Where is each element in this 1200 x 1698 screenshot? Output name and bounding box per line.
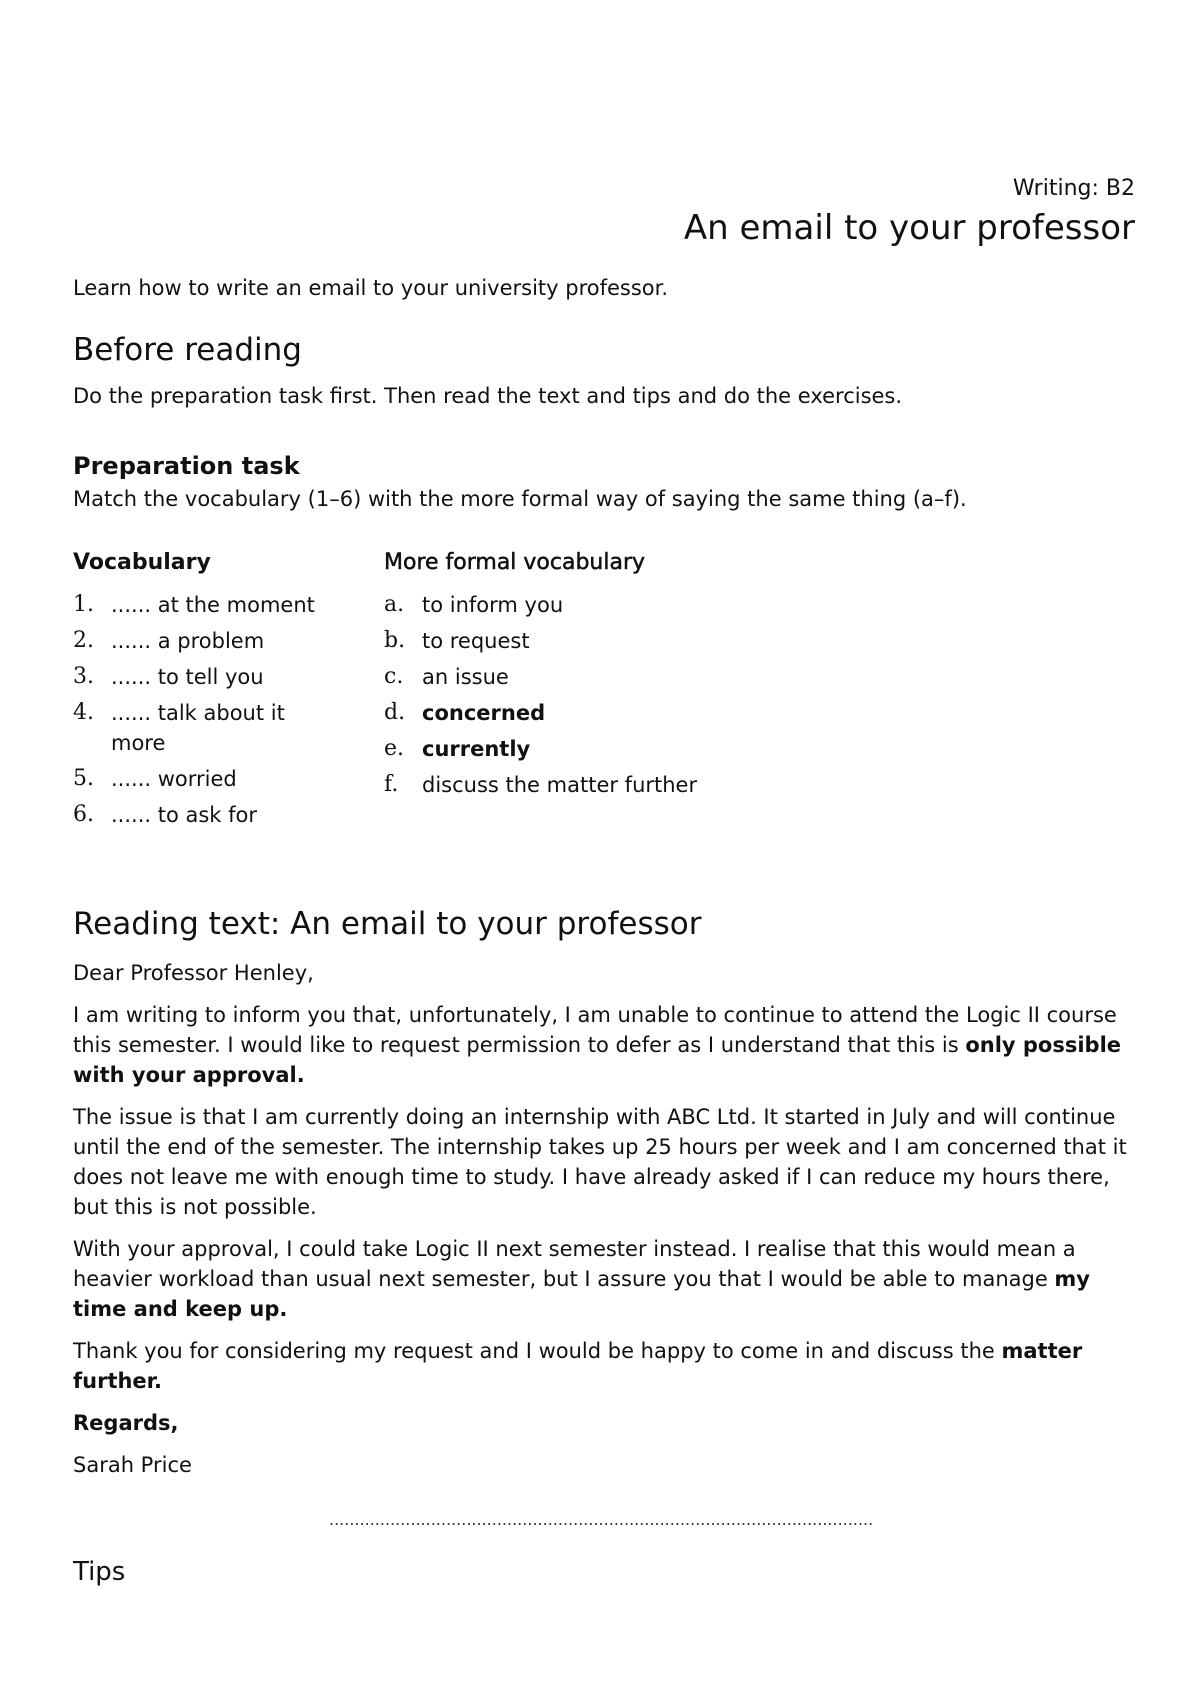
item-number: 1.: [73, 592, 94, 617]
item-text: an issue: [422, 665, 509, 689]
before-reading-heading: Before reading: [73, 332, 302, 368]
paragraph-text: Thank you for considering my request and I would be happy to come in and discuss the: [73, 1339, 1002, 1363]
email-paragraph-1: [73, 1000, 1135, 1090]
email-signoff: Regards,: [73, 1411, 179, 1435]
preparation-instruction: Match the vocabulary (1–6) with the more formal way of saying the same thing (a–f).: [73, 487, 967, 511]
section-separator: ...........................................................................................................: [329, 1510, 874, 1529]
item-number: 3.: [73, 664, 94, 689]
paragraph-bold-text: my time and keep up.: [73, 1267, 1090, 1321]
item-letter: d.: [384, 700, 406, 725]
item-number: 4.: [73, 700, 94, 725]
item-text: ...... at the moment: [111, 593, 315, 617]
item-letter: a.: [384, 592, 405, 617]
paragraph-text: With your approval, I could take Logic II next semester instead. I realise that this would mean a heavier workload than usual next semester, but I assure you that I would be able to manage: [73, 1237, 1076, 1291]
vocab-item: [73, 590, 343, 620]
level-label: Writing: B2: [1012, 176, 1135, 201]
item-letter: c.: [384, 664, 404, 689]
email-signature: Sarah Price: [73, 1453, 192, 1477]
vocab-item: [73, 764, 343, 794]
item-letter: b.: [384, 628, 406, 653]
reading-text-heading: Reading text: An email to your professor: [73, 906, 702, 942]
item-text: ...... to tell you: [111, 665, 264, 689]
worksheet-page: [73, 0, 1135, 1698]
item-letter: f.: [384, 772, 399, 797]
item-text: ...... worried: [111, 767, 237, 791]
vocab-item: [73, 800, 343, 830]
item-text: currently: [422, 737, 531, 761]
vocab-item: [73, 626, 343, 656]
email-paragraph-4: [73, 1336, 1135, 1396]
vocabulary-heading: Vocabulary: [73, 550, 211, 575]
formal-item: [384, 698, 804, 728]
item-letter: e.: [384, 736, 405, 761]
vocab-item: [73, 698, 343, 758]
vocabulary-column: [73, 550, 343, 836]
item-number: 6.: [73, 802, 94, 827]
paragraph-bold-text: matter further.: [73, 1339, 1083, 1393]
item-text: ...... to ask for: [111, 803, 258, 827]
paragraph-bold-text: only possible with your approval.: [73, 1033, 1122, 1087]
item-number: 2.: [73, 628, 94, 653]
formal-vocabulary-heading: More formal vocabulary: [384, 550, 646, 575]
item-text: concerned: [422, 701, 546, 725]
item-number: 5.: [73, 766, 94, 791]
paragraph-text: I am writing to inform you that, unfortunately, I am unable to continue to attend the Logic II course this semester. I would like to request permission to defer as I understand that this is: [73, 1003, 1117, 1057]
formal-item: [384, 734, 804, 764]
email-paragraph-3: [73, 1234, 1135, 1324]
item-text: ...... talk about it more: [111, 701, 285, 755]
vocab-item: [73, 662, 343, 692]
item-text: to request: [422, 629, 530, 653]
before-reading-text: Do the preparation task first. Then read the text and tips and do the exercises.: [73, 384, 903, 408]
item-text: to inform you: [422, 593, 564, 617]
intro-text: Learn how to write an email to your university professor.: [73, 276, 669, 300]
item-text: discuss the matter further: [422, 773, 698, 797]
formal-item: [384, 626, 804, 656]
preparation-task-heading: Preparation task: [73, 452, 300, 480]
tips-heading: Tips: [73, 1557, 126, 1587]
formal-item: [384, 590, 804, 620]
formal-item: [384, 662, 804, 692]
formal-vocabulary-column: [384, 550, 804, 806]
item-text: ...... a problem: [111, 629, 265, 653]
email-greeting: Dear Professor Henley,: [73, 961, 314, 985]
page-title: An email to your professor: [683, 208, 1135, 248]
email-body: [73, 958, 1135, 1492]
email-paragraph-2: The issue is that I am currently doing an internship with ABC Ltd. It started in July and will continue until the end of the semester. The internship takes up 25 hours per week and I am concerned that it does not leave me with enough time to study. I have already asked if I can reduce my hours there, but this is not possible.: [73, 1105, 1127, 1219]
formal-item: [384, 770, 804, 800]
